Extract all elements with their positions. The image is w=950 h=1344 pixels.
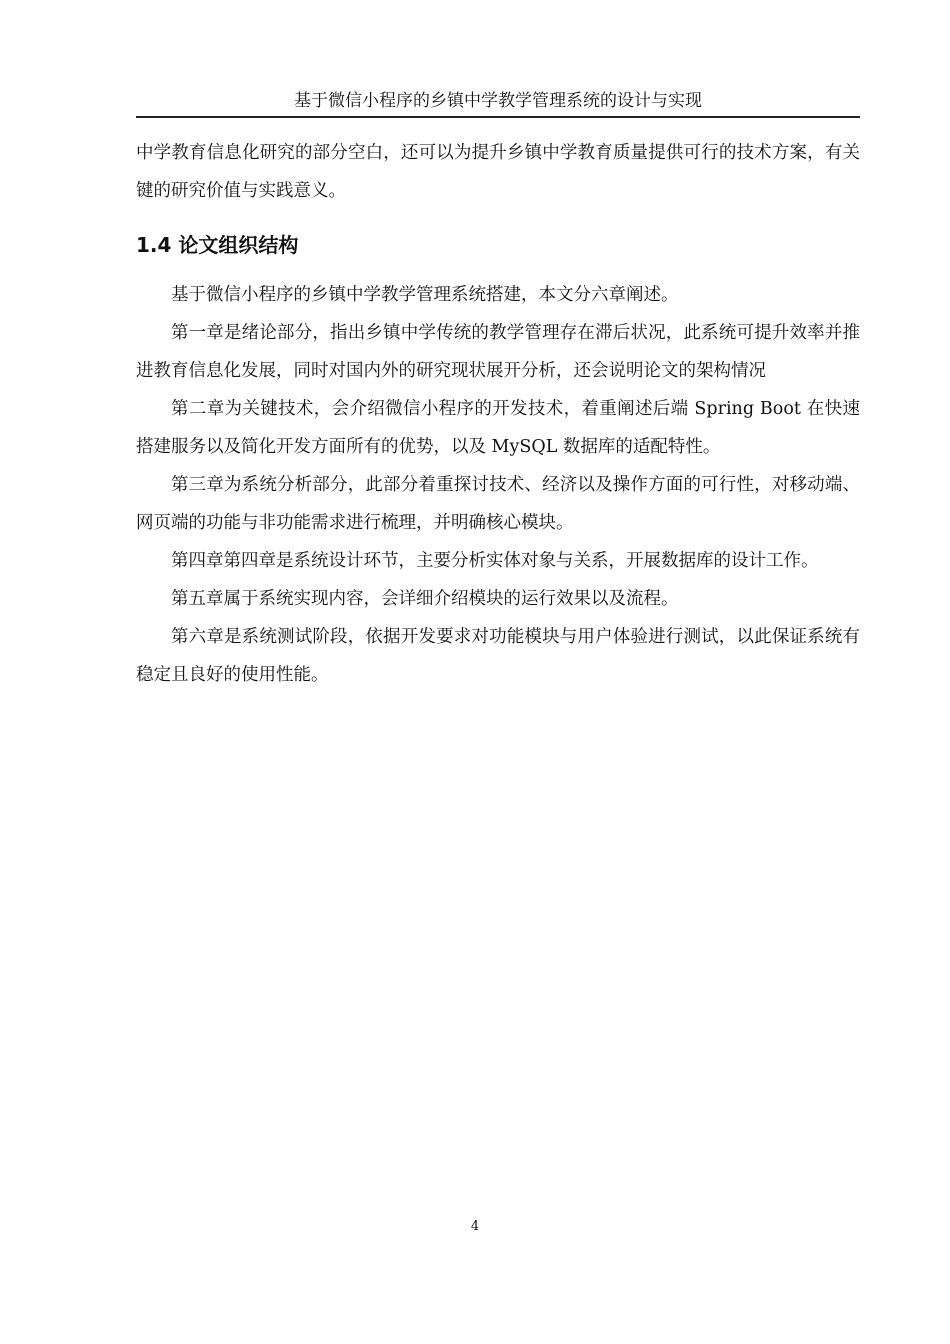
body-text [136, 134, 860, 694]
paragraph-chapter-2: 第二章为关键技术，会介绍微信小程序的开发技术，着重阐述后端 Spring Boot 在快速搭建服务以及简化开发方面所有的优势，以及 MySQL 数据库的适配特性。 [136, 399, 860, 457]
paragraph-chapter-6: 第六章是系统测试阶段，依据开发要求对功能模块与用户体验进行测试，以此保证系统有稳定且良好的使用性能。 [136, 627, 860, 685]
continued-paragraph: 中学教育信息化研究的部分空白，还可以为提升乡镇中学教育质量提供可行的技术方案，有关键的研究价值与实践意义。 [136, 143, 860, 201]
running-header: 基于微信小程序的乡镇中学教学管理系统的设计与实现 [294, 91, 702, 111]
page-number: 4 [470, 1219, 480, 1234]
paragraph-chapter-3: 第三章为系统分析部分，此部分着重探讨技术、经济以及操作方面的可行性，对移动端、网页端的功能与非功能需求进行梳理，并明确核心模块。 [136, 475, 860, 533]
section-heading: 1.4 论文组织结构 [136, 233, 299, 257]
paragraph-chapter-4: 第四章第四章是系统设计环节，主要分析实体对象与关系，开展数据库的设计工作。 [171, 551, 819, 571]
paragraph-chapter-1: 第一章是绪论部分，指出乡镇中学传统的教学管理存在滞后状况，此系统可提升效率并推进教育信息化发展，同时对国内外的研究现状展开分析，还会说明论文的架构情况 [136, 323, 860, 381]
paragraph-overview: 基于微信小程序的乡镇中学教学管理系统搭建，本文分六章阐述。 [171, 285, 679, 305]
paragraph-chapter-5: 第五章属于系统实现内容，会详细介绍模块的运行效果以及流程。 [171, 589, 679, 609]
header-rule [136, 116, 860, 118]
